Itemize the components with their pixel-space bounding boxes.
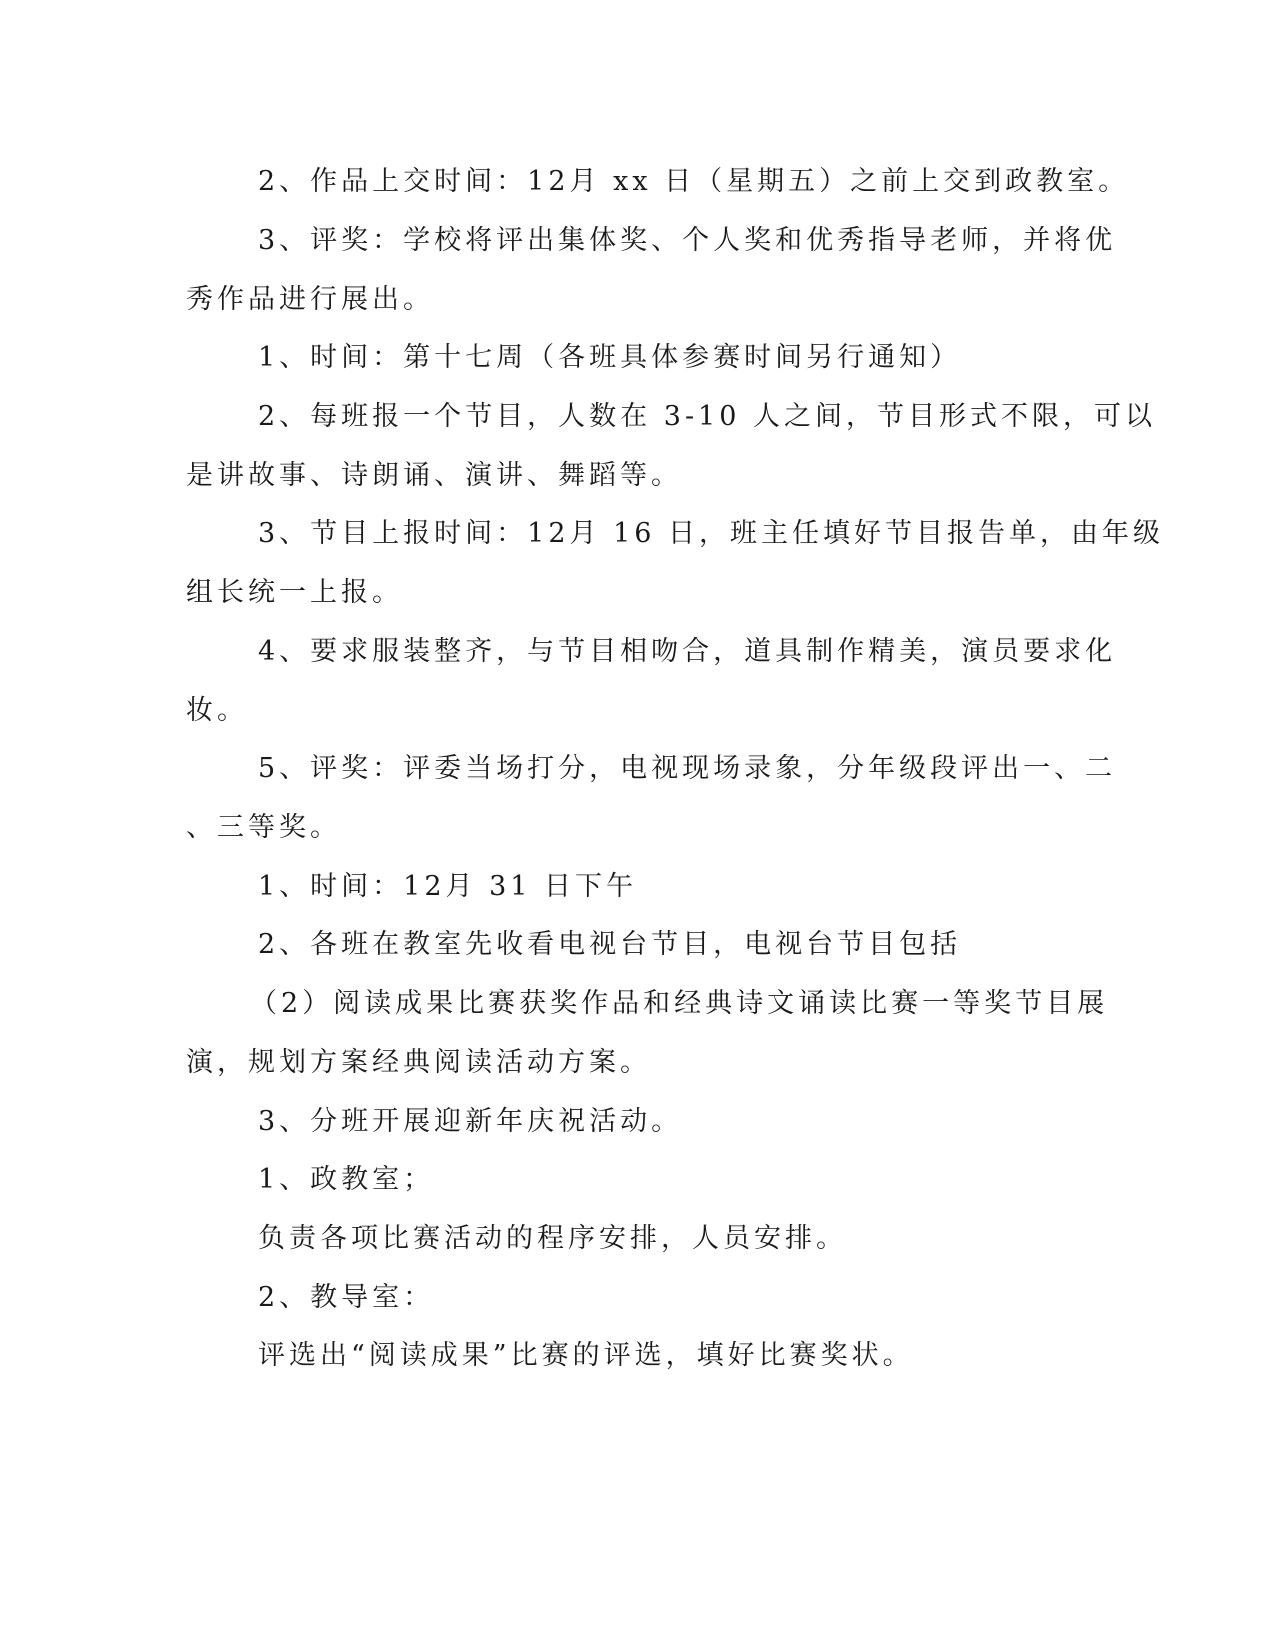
paragraph-line: 演，规划方案经典阅读活动方案。 <box>186 1047 651 1078</box>
paragraph-line: 1、时间：第十七周（各班具体参赛时间另行通知） <box>258 342 962 373</box>
paragraph-line: 评选出“阅读成果”比赛的评选，填好比赛奖状。 <box>258 1340 914 1371</box>
paragraph-line: 4、要求服装整齐，与节目相吻合，道具制作精美，演员要求化 <box>258 636 1117 667</box>
paragraph-line: 1、时间：12月 31 日下午 <box>258 871 638 902</box>
paragraph-line: 组长统一上报。 <box>186 577 403 608</box>
paragraph-line: 妆。 <box>186 695 248 726</box>
paragraph-line: 2、每班报一个节目，人数在 3-10 人之间，节目形式不限，可以 <box>258 401 1156 432</box>
paragraph-line: 3、节目上报时间：12月 16 日，班主任填好节目报告单，由年级 <box>258 518 1165 549</box>
paragraph-line: 2、教导室： <box>258 1282 435 1313</box>
paragraph-line: （2）阅读成果比赛获奖作品和经典诗文诵读比赛一等奖节目展 <box>250 988 1109 1019</box>
paragraph-line: 2、作品上交时间：12月 xx 日（星期五）之前上交到政教室。 <box>258 166 1130 197</box>
paragraph-line: 3、分班开展迎新年庆祝活动。 <box>258 1106 683 1137</box>
paragraph-line: 是讲故事、诗朗诵、演讲、舞蹈等。 <box>186 460 682 491</box>
paragraph-line: 1、政教室； <box>258 1164 435 1195</box>
paragraph-line: 3、评奖：学校将评出集体奖、个人奖和优秀指导老师，并将优 <box>258 225 1117 256</box>
paragraph-line: 2、各班在教室先收看电视台节目，电视台节目包括 <box>258 929 962 960</box>
paragraph-line: 5、评奖：评委当场打分，电视现场录象，分年级段评出一、二 <box>258 753 1117 784</box>
paragraph-line: 、三等奖。 <box>186 812 341 843</box>
paragraph-line: 负责各项比赛活动的程序安排，人员安排。 <box>258 1223 847 1254</box>
paragraph-line: 秀作品进行展出。 <box>186 284 434 315</box>
